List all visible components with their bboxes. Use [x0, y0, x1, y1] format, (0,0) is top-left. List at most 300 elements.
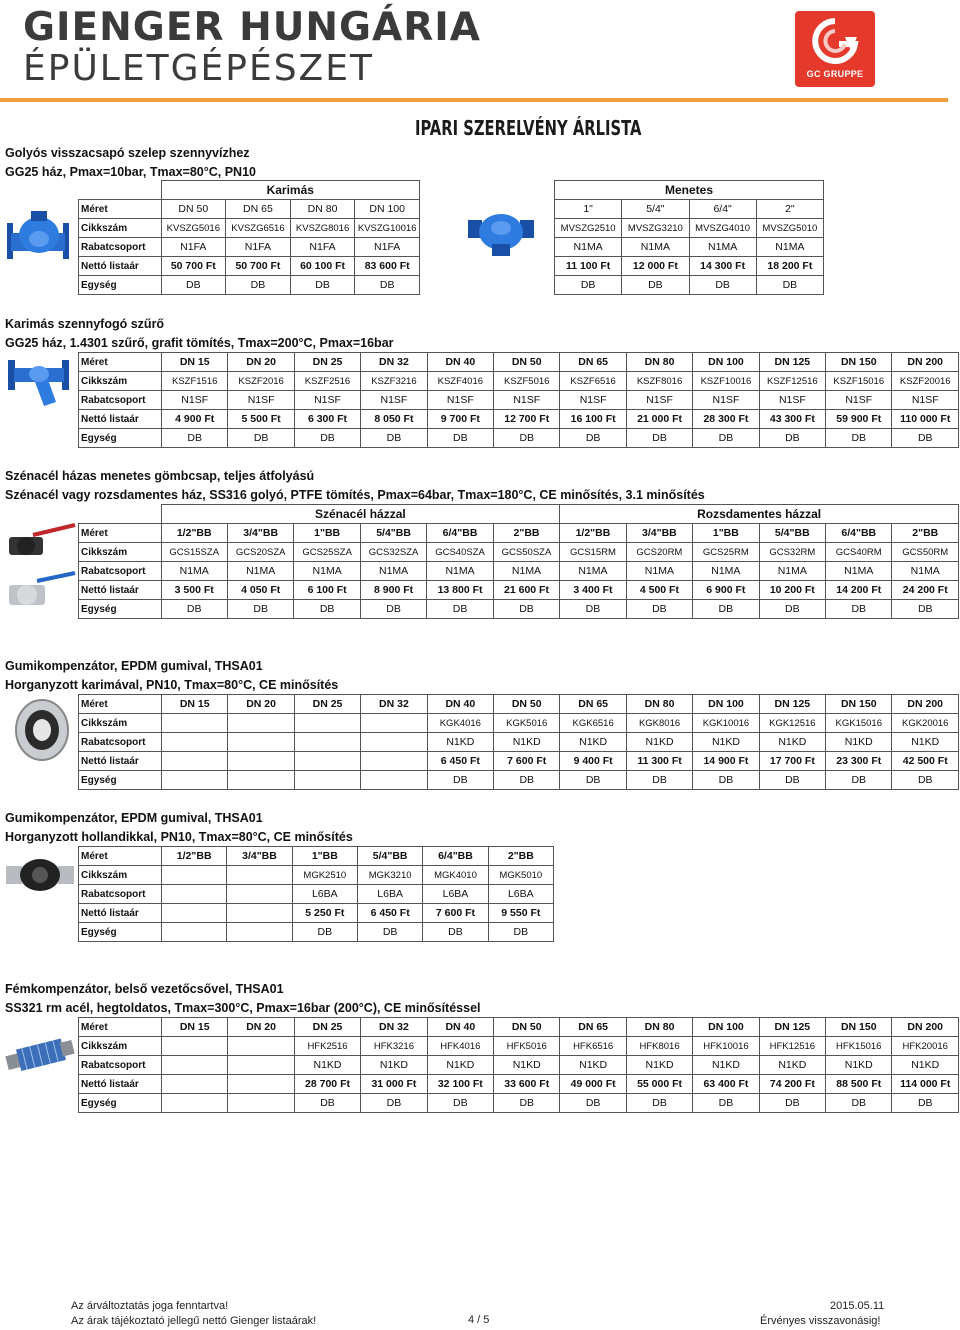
table-cell — [228, 771, 294, 790]
table-cell: DN 15 — [162, 695, 228, 714]
table-cell: DB — [892, 771, 959, 790]
table-cell: 2"BB — [892, 524, 959, 543]
table-cell: N1MA — [493, 562, 559, 581]
table-cell: 23 300 Ft — [826, 752, 892, 771]
table-cell — [294, 714, 360, 733]
table-cell: 2"BB — [488, 847, 553, 866]
table-row: Rabatcsoport N1FA N1FA N1FA N1FA — [79, 238, 420, 257]
table-cell: 6 900 Ft — [693, 581, 759, 600]
table-cell: KSZF2516 — [294, 372, 360, 391]
section6-table — [78, 1017, 959, 1113]
table-cell: DB — [560, 1094, 626, 1113]
section1-title: Golyós visszacsapó szelep szennyvízhez — [5, 146, 250, 160]
table-cell: DN 80 — [626, 353, 692, 372]
table-cell: 6/4"BB — [423, 847, 488, 866]
table-cell: DN 80 — [626, 1018, 692, 1037]
row-label: Rabatcsoport — [79, 885, 162, 904]
table-cell: MGK4010 — [423, 866, 488, 885]
row-label: Cikkszám — [79, 1037, 162, 1056]
table-cell — [162, 752, 228, 771]
group-header: Menetes — [555, 181, 824, 200]
row-label: Méret — [79, 695, 162, 714]
table-row — [79, 885, 554, 904]
table-cell: HFK15016 — [826, 1037, 892, 1056]
table-cell: DB — [626, 1094, 692, 1113]
table-cell: 16 100 Ft — [560, 410, 626, 429]
table-cell: DN 200 — [892, 695, 959, 714]
table-cell: GCS50RM — [892, 543, 959, 562]
table-cell: DB — [759, 1094, 825, 1113]
table-cell — [361, 771, 427, 790]
table-cell: DB — [294, 429, 360, 448]
table-cell: N1MA — [161, 562, 227, 581]
table-cell: N1KD — [294, 1056, 360, 1075]
table-row: Méret DN 50 DN 65 DN 80 DN 100 — [79, 200, 420, 219]
table-cell: DB — [494, 771, 560, 790]
row-label: Rabatcsoport — [79, 562, 162, 581]
section4-table — [78, 694, 959, 790]
table-cell: DN 50 — [494, 1018, 560, 1037]
table-cell: 3/4"BB — [626, 524, 692, 543]
company-logo-line1: GIENGER HUNGÁRIA — [23, 5, 481, 50]
group-header: Szénacél házzal — [161, 505, 560, 524]
row-label: Rabatcsoport — [79, 733, 162, 752]
table-cell: 4 050 Ft — [227, 581, 293, 600]
table-cell: 10 200 Ft — [759, 581, 825, 600]
metal-compensator-image — [4, 1030, 76, 1080]
table-cell: KSZF12516 — [759, 372, 825, 391]
table-cell: N1KD — [693, 1056, 759, 1075]
table-cell: DN 20 — [228, 1018, 294, 1037]
table-row — [79, 866, 554, 885]
table-cell: DN 20 — [228, 353, 294, 372]
table-cell: N1KD — [560, 733, 626, 752]
gc-gruppe-logo — [795, 11, 875, 87]
table-cell: DN 65 — [560, 1018, 626, 1037]
table-row — [79, 410, 959, 429]
table-cell: DB — [892, 600, 959, 619]
row-label: Méret — [79, 1018, 162, 1037]
table-cell: DB — [626, 600, 692, 619]
table-row: 11 100 Ft 12 000 Ft 14 300 Ft 18 200 Ft — [555, 257, 824, 276]
table-cell: 55 000 Ft — [626, 1075, 692, 1094]
table-cell: HFK4016 — [427, 1037, 493, 1056]
table-cell: 14 900 Ft — [693, 752, 759, 771]
table-cell: DN 32 — [361, 1018, 427, 1037]
table-cell: N1SF — [826, 391, 892, 410]
section1-subtitle: GG25 ház, Pmax=10bar, Tmax=80°C, PN10 — [5, 165, 256, 179]
table-cell: 4 500 Ft — [626, 581, 692, 600]
table-cell: 63 400 Ft — [693, 1075, 759, 1094]
table-cell — [294, 733, 360, 752]
table-cell: 21 600 Ft — [493, 581, 559, 600]
table-cell: HFK12516 — [759, 1037, 825, 1056]
table-cell: 74 200 Ft — [759, 1075, 825, 1094]
table-row — [79, 391, 959, 410]
table-cell: 4 900 Ft — [162, 410, 228, 429]
table-cell: N1SF — [228, 391, 294, 410]
table-row — [79, 429, 959, 448]
table-cell: MGK2510 — [292, 866, 357, 885]
table-cell — [361, 752, 427, 771]
table-cell: DB — [162, 429, 228, 448]
table-cell: HFK6516 — [560, 1037, 626, 1056]
table-cell: HFK3216 — [361, 1037, 427, 1056]
table-cell — [228, 1056, 294, 1075]
table-cell: GCS40SZA — [427, 543, 493, 562]
badge-label: GC GRUPPE — [806, 69, 864, 79]
table-cell: 5 500 Ft — [228, 410, 294, 429]
table-cell: 1"BB — [693, 524, 759, 543]
table-cell — [228, 714, 294, 733]
table-cell: DN 80 — [626, 695, 692, 714]
table-cell: DN 200 — [892, 1018, 959, 1037]
table-cell: 1"BB — [292, 847, 357, 866]
rubber-compensator-union-image — [4, 852, 76, 898]
table-cell: 59 900 Ft — [826, 410, 892, 429]
table-cell: N1SF — [626, 391, 692, 410]
table-cell: L6BA — [292, 885, 357, 904]
table-cell: DN 20 — [228, 695, 294, 714]
table-cell: DN 32 — [361, 353, 427, 372]
section5-table — [78, 846, 554, 942]
table-cell: N1SF — [560, 391, 626, 410]
table-cell: DB — [494, 1094, 560, 1113]
table-cell: DB — [560, 771, 626, 790]
table-row — [79, 372, 959, 391]
table-cell: DB — [560, 429, 626, 448]
table-cell: DB — [360, 600, 426, 619]
table-cell: KSZF10016 — [693, 372, 759, 391]
table-cell: 7 600 Ft — [423, 904, 488, 923]
table-cell: DN 32 — [361, 695, 427, 714]
table-cell: 28 700 Ft — [294, 1075, 360, 1094]
table-cell: DN 125 — [759, 353, 825, 372]
table-cell: N1MA — [360, 562, 426, 581]
table-cell — [227, 904, 292, 923]
company-logo-line2: ÉPÜLETGÉPÉSZET — [23, 48, 374, 89]
table-cell: KGK20016 — [892, 714, 959, 733]
table-cell: N1MA — [560, 562, 626, 581]
table-cell: DN 40 — [427, 695, 493, 714]
table-cell: 6/4"BB — [427, 524, 493, 543]
table-cell: 1/2"BB — [161, 524, 227, 543]
table-cell: DB — [693, 771, 759, 790]
table-cell: 1"BB — [294, 524, 360, 543]
check-valve-threaded-image — [466, 206, 536, 262]
table-cell: 33 600 Ft — [494, 1075, 560, 1094]
table-cell: DB — [228, 429, 294, 448]
table-cell: KSZF6516 — [560, 372, 626, 391]
table-row — [79, 733, 959, 752]
table-cell: N1SF — [427, 391, 493, 410]
row-label: Egység — [79, 1094, 162, 1113]
section4-title: Gumikompenzátor, EPDM gumival, THSA01 — [5, 659, 263, 673]
table-cell: DB — [693, 429, 759, 448]
table-cell: GCS15SZA — [161, 543, 227, 562]
table-cell: DN 150 — [826, 353, 892, 372]
table-cell — [361, 733, 427, 752]
table-cell: N1KD — [626, 1056, 692, 1075]
table-cell — [162, 1075, 228, 1094]
table-cell: KSZF4016 — [427, 372, 493, 391]
row-label: Egység — [79, 771, 162, 790]
section3-subtitle: Szénacél vagy rozsdamentes ház, SS316 golyó, PTFE tömítés, Pmax=64bar, Tmax=180°C, CE minősítés, 3.1 minősítés — [5, 488, 705, 502]
table-cell: N1KD — [892, 1056, 959, 1075]
document-title: IPARI SZERELVÉNY ÁRLISTA — [415, 116, 642, 140]
table-cell — [162, 771, 228, 790]
table-cell: 6 450 Ft — [357, 904, 422, 923]
table-row — [79, 581, 959, 600]
table-cell: KGK12516 — [759, 714, 825, 733]
table-cell: DB — [427, 429, 493, 448]
y-strainer-image — [6, 356, 72, 412]
table-cell: DB — [693, 1094, 759, 1113]
row-label: Cikkszám — [79, 866, 162, 885]
table-cell: DB — [427, 600, 493, 619]
table-cell: N1KD — [494, 733, 560, 752]
table-cell — [162, 866, 227, 885]
table-row — [79, 1094, 959, 1113]
row-label: Rabatcsoport — [79, 391, 162, 410]
table-cell: L6BA — [488, 885, 553, 904]
table-cell: DB — [826, 771, 892, 790]
table-cell: 28 300 Ft — [693, 410, 759, 429]
table-cell: GCS32SZA — [360, 543, 426, 562]
table-cell: 2"BB — [493, 524, 559, 543]
table-cell: 32 100 Ft — [427, 1075, 493, 1094]
section1-left-table — [78, 180, 420, 295]
table-cell: KGK4016 — [427, 714, 493, 733]
section5-subtitle: Horganyzott hollandikkal, PN10, Tmax=80°C, CE minősítés — [5, 830, 353, 844]
section6-subtitle: SS321 rm acél, hegtoldatos, Tmax=300°C, Pmax=16bar (200°C), CE minősítéssel — [5, 1001, 481, 1015]
table-cell: DN 125 — [759, 695, 825, 714]
group-header: Karimás — [161, 181, 420, 200]
table-cell: N1KD — [759, 733, 825, 752]
table-cell: N1KD — [494, 1056, 560, 1075]
table-cell: GCS25RM — [693, 543, 759, 562]
table-cell: N1MA — [826, 562, 892, 581]
table-cell: MGK3210 — [357, 866, 422, 885]
row-label: Nettó listaár — [79, 410, 162, 429]
table-row — [79, 847, 554, 866]
table-cell: KGK6516 — [560, 714, 626, 733]
table-row — [79, 1037, 959, 1056]
header-divider — [0, 98, 948, 102]
table-cell: 9 400 Ft — [560, 752, 626, 771]
table-row: Cikkszám KVSZG5016 KVSZG6516 KVSZG8016 KVSZG10016 — [79, 219, 420, 238]
table-cell: 110 000 Ft — [892, 410, 959, 429]
table-cell: DN 100 — [693, 695, 759, 714]
table-cell: DN 200 — [892, 353, 959, 372]
table-cell: N1MA — [626, 562, 692, 581]
row-label: Méret — [79, 847, 162, 866]
table-cell: DB — [626, 429, 692, 448]
table-cell — [294, 771, 360, 790]
table-cell: N1SF — [294, 391, 360, 410]
table-cell: DB — [759, 429, 825, 448]
table-cell: N1MA — [759, 562, 825, 581]
table-cell: N1SF — [693, 391, 759, 410]
table-cell: N1MA — [892, 562, 959, 581]
section2-title: Karimás szennyfogó szűrő — [5, 317, 165, 331]
table-cell: N1SF — [162, 391, 228, 410]
row-label: Méret — [79, 353, 162, 372]
table-cell: 6 300 Ft — [294, 410, 360, 429]
table-cell: 49 000 Ft — [560, 1075, 626, 1094]
row-label: Nettó listaár — [79, 752, 162, 771]
table-cell: DN 50 — [494, 695, 560, 714]
table-cell: KSZF2016 — [228, 372, 294, 391]
table-row — [79, 695, 959, 714]
section3-table — [78, 504, 959, 619]
table-cell: KSZF5016 — [494, 372, 560, 391]
table-cell: KGK15016 — [826, 714, 892, 733]
table-cell: 24 200 Ft — [892, 581, 959, 600]
table-cell: L6BA — [357, 885, 422, 904]
table-cell: DB — [227, 600, 293, 619]
row-label: Cikkszám — [79, 372, 162, 391]
table-cell: DN 100 — [693, 1018, 759, 1037]
table-cell: N1KD — [626, 733, 692, 752]
table-cell: GCS40RM — [826, 543, 892, 562]
table-row — [79, 923, 554, 942]
table-cell — [228, 752, 294, 771]
table-row: 1" 5/4" 6/4" 2" — [555, 200, 824, 219]
table-cell: 5/4"BB — [759, 524, 825, 543]
table-cell: DN 150 — [826, 695, 892, 714]
table-cell: DB — [826, 1094, 892, 1113]
table-cell: N1KD — [427, 733, 493, 752]
table-cell: 31 000 Ft — [361, 1075, 427, 1094]
table-cell: DB — [759, 771, 825, 790]
table-row — [79, 353, 959, 372]
table-cell: 88 500 Ft — [826, 1075, 892, 1094]
page-number: 4 / 5 — [468, 1314, 490, 1326]
table-cell: 5/4"BB — [357, 847, 422, 866]
table-cell: DB — [493, 600, 559, 619]
table-cell: 14 200 Ft — [826, 581, 892, 600]
table-cell: GCS15RM — [560, 543, 626, 562]
section2-subtitle: GG25 ház, 1.4301 szűrő, grafit tömítés, Tmax=200°C, Pmax=16bar — [5, 336, 394, 350]
table-cell — [162, 1056, 228, 1075]
table-cell: N1KD — [427, 1056, 493, 1075]
table-cell: KSZF3216 — [361, 372, 427, 391]
table-cell: GCS50SZA — [493, 543, 559, 562]
table-cell: KSZF15016 — [826, 372, 892, 391]
table-cell: DN 100 — [693, 353, 759, 372]
table-row: Egység DB DB DB DB — [79, 276, 420, 295]
table-cell: DB — [294, 1094, 360, 1113]
table-cell: KGK8016 — [626, 714, 692, 733]
table-cell: N1SF — [361, 391, 427, 410]
table-cell: DB — [494, 429, 560, 448]
table-cell — [228, 1037, 294, 1056]
table-cell: 11 300 Ft — [626, 752, 692, 771]
table-cell: 6 450 Ft — [427, 752, 493, 771]
table-cell — [228, 733, 294, 752]
table-row — [79, 600, 959, 619]
table-cell: 8 900 Ft — [360, 581, 426, 600]
table-cell: DN 40 — [427, 353, 493, 372]
section6-title: Fémkompenzátor, belső vezetőcsővel, THSA01 — [5, 982, 284, 996]
table-cell: N1MA — [693, 562, 759, 581]
row-label: Egység — [79, 429, 162, 448]
table-cell: DB — [427, 1094, 493, 1113]
table-cell: DN 125 — [759, 1018, 825, 1037]
table-cell: N1KD — [759, 1056, 825, 1075]
table-cell: DB — [892, 429, 959, 448]
table-cell: 6 100 Ft — [294, 581, 360, 600]
table-cell: 9 550 Ft — [488, 904, 553, 923]
table-cell: DN 40 — [427, 1018, 493, 1037]
table-cell: 3/4"BB — [227, 524, 293, 543]
row-label: Egység — [79, 600, 162, 619]
row-label: Egység — [79, 923, 162, 942]
table-cell: DN 15 — [162, 353, 228, 372]
footer-date: 2015.05.11 — [830, 1300, 885, 1312]
table-cell: HFK10016 — [693, 1037, 759, 1056]
row-label: Nettó listaár — [79, 904, 162, 923]
table-cell: GCS20RM — [626, 543, 692, 562]
table-cell: 114 000 Ft — [892, 1075, 959, 1094]
table-row — [79, 752, 959, 771]
table-row: DB DB DB DB — [555, 276, 824, 295]
section4-subtitle: Horganyzott karimával, PN10, Tmax=80°C, CE minősítés — [5, 678, 339, 692]
table-cell: DN 25 — [294, 1018, 360, 1037]
table-cell — [227, 866, 292, 885]
table-cell: DB — [488, 923, 553, 942]
table-row — [79, 714, 959, 733]
table-cell: N1KD — [892, 733, 959, 752]
table-cell: GCS25SZA — [294, 543, 360, 562]
table-cell — [228, 1075, 294, 1094]
row-label: Cikkszám — [79, 543, 162, 562]
table-cell — [162, 1094, 228, 1113]
row-label: Méret — [79, 524, 162, 543]
table-cell — [162, 923, 227, 942]
table-cell — [162, 733, 228, 752]
table-cell: 3 500 Ft — [161, 581, 227, 600]
table-cell: DB — [361, 1094, 427, 1113]
table-row — [79, 904, 554, 923]
table-cell: HFK2516 — [294, 1037, 360, 1056]
table-cell: DB — [693, 600, 759, 619]
section1-right-table — [554, 180, 824, 295]
table-cell — [162, 1037, 228, 1056]
row-label: Nettó listaár — [79, 1075, 162, 1094]
table-cell: 3/4"BB — [227, 847, 292, 866]
table-row — [79, 771, 959, 790]
table-cell: DB — [560, 600, 626, 619]
table-cell: 9 700 Ft — [427, 410, 493, 429]
table-cell: DB — [826, 429, 892, 448]
table-cell: DB — [292, 923, 357, 942]
section2-table — [78, 352, 959, 448]
table-cell — [227, 923, 292, 942]
table-cell: HFK5016 — [494, 1037, 560, 1056]
table-cell: N1MA — [427, 562, 493, 581]
table-cell: N1SF — [494, 391, 560, 410]
table-row — [79, 1056, 959, 1075]
table-row — [79, 1075, 959, 1094]
table-cell: L6BA — [423, 885, 488, 904]
section3-title: Szénacél házas menetes gömbcsap, teljes átfolyású — [5, 469, 315, 483]
table-row — [79, 543, 959, 562]
table-cell: MGK5010 — [488, 866, 553, 885]
table-cell: DB — [759, 600, 825, 619]
page-header — [0, 0, 960, 104]
